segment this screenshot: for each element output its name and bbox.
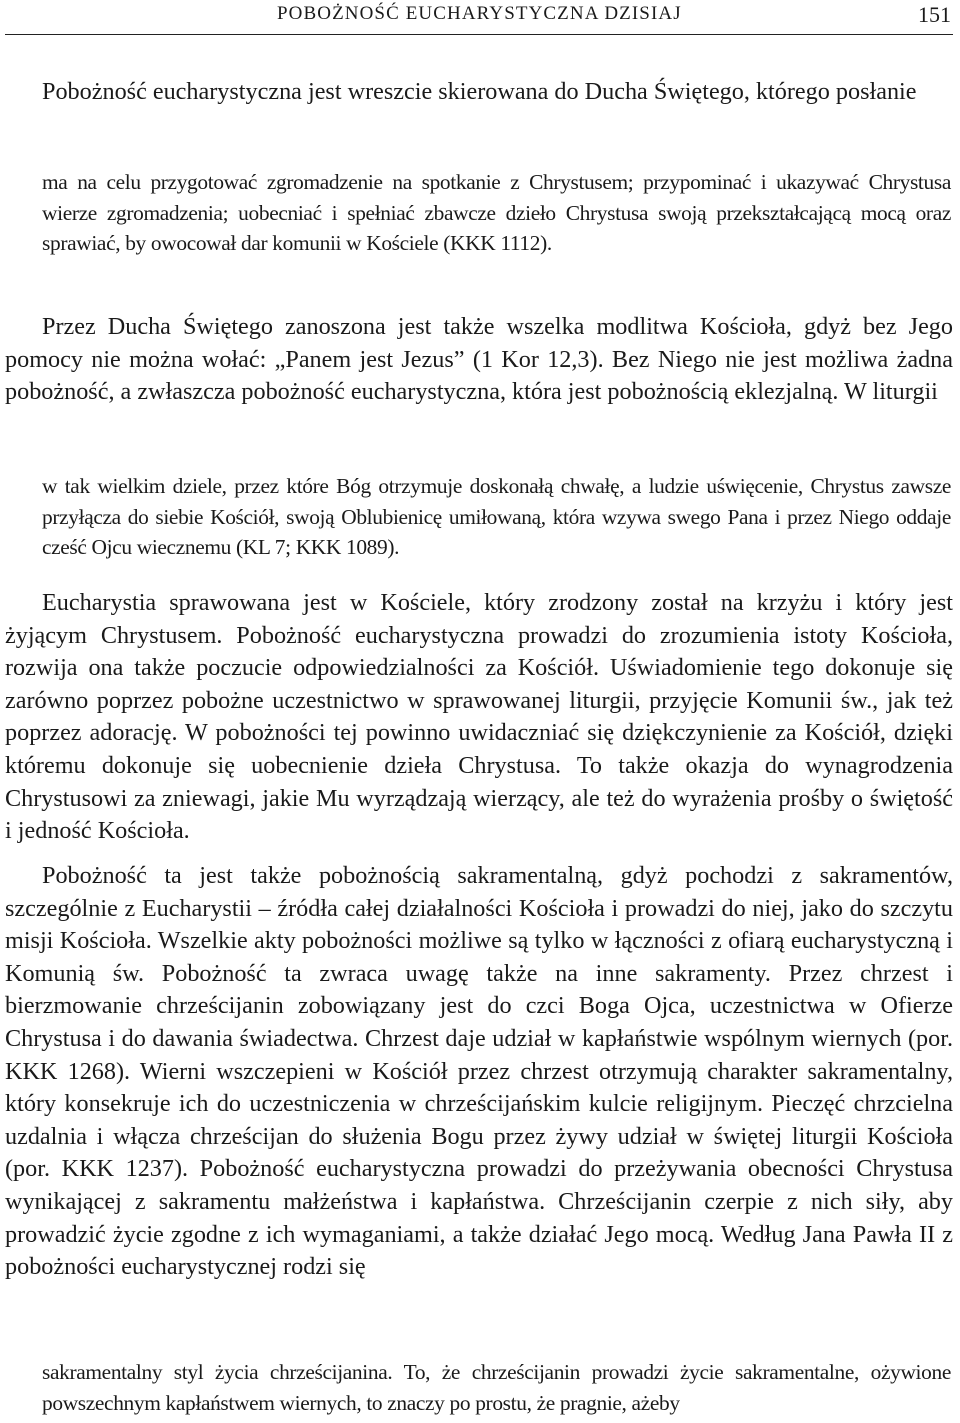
- running-title: POBOŻNOŚĆ EUCHARYSTYCZNA DZISIAJ: [277, 3, 682, 24]
- running-header: [5, 0, 953, 35]
- block-quote-3: sakramentalny styl życia chrześcijanina. To, że chrześcijanin prowadzi życie sakramentalne, ożywione powszechnym kapłaństwem wiernych, to znaczy po prostu, że pragnie, ażeby: [42, 1360, 951, 1415]
- block-quote-2: w tak wielkim dziele, przez które Bóg otrzymuje doskonałą chwałę, a ludzie uświęcenie, Chrystus zawsze przyłącza do siebie Kościół, swoją Oblubienicę umiłowaną, która wzywa swego Pana i przez Niego oddaje cześć Ojcu wiecznemu (KL 7; KKK 1089).: [42, 474, 951, 560]
- paragraph-3: Eucharystia sprawowana jest w Kościele, który zrodzony został na krzyżu i który jest żyjącym Chrystusem. Pobożność eucharystyczna prowadzi do zrozumienia istoty Kościoła, rozwija ona także poczucie odpowiedzialności za Kościół. Uświadomienie tego dokonuje się zarówno poprzez pobożne uczestnictwo w sprawowanej liturgii, przyjęcie Komunii św., jak też poprzez adorację. W pobożności tej powinno uwidaczniać się dziękczynienie za Kościół, dzięki któremu dokonuje się uobecnienie dzieła Chrystusa. To także okazja do wynagrodzenia Chrystusowi za zniewagi, jakie Mu wyrządzają wierzący, ale też do wyrażenia prośby o świętość i jedność Kościoła.: [5, 589, 953, 845]
- paragraph-1: Pobożność eucharystyczna jest wreszcie skierowana do Ducha Świętego, którego posłanie: [42, 78, 917, 105]
- page-number: 151: [918, 2, 951, 27]
- paragraph-4: Pobożność ta jest także pobożnością sakramentalną, gdyż pochodzi z sakramentów, szczególnie z Eucharystii – źródła całej działalności Kościoła i prowadzi do niej, jako do szczytu misji Kościoła. Wszelkie akty pobożności możliwe są tylko w łączności z ofiarą eucharystyczną i Komunią św. Pobożność ta zwraca uwagę także na inne sakramenty. Przez chrzest i bierzmowanie chrześcijanin zobowiązany jest do czci Boga Ojca, uczestnictwa w Ofierze Chrystusa i do dawania świadectwa. Chrzest daje udział w kapłaństwie wspólnym wiernych (por. KKK 1268). Wierni wszczepieni w Kościół przez chrzest otrzymują charakter sakramentalny, który konsekruje ich do uczestniczenia w chrześcijańskim kulcie religijnym. Pieczęć chrzcielna uzdalnia i włącza chrześcijan do służenia Bogu przez żywy udział w świętej liturgii Kościoła (por. KKK 1237). Pobożność eucharystyczna prowadzi do przeżywania obecności Chrystusa wynikającej z sakramentu małżeństwa i kapłaństwa. Chrześcijanin czerpie z nich siły, aby prowadzić życie zgodne z ich wymaganiami, a także działać Jego mocą. Według Jana Pawła II z pobożności eucharystycznej rodzi się: [5, 862, 953, 1281]
- paragraph-2: Przez Ducha Świętego zanoszona jest także wszelka modlitwa Kościoła, gdyż bez Jego pomocy nie można wołać: „Panem jest Jezus” (1 Kor 12,3). Bez Niego nie jest możliwa żadna pobożność, a zwłaszcza pobożność eucharystyczna, która jest pobożnością eklezjalną. W liturgii: [5, 313, 953, 406]
- block-quote-1: ma na celu przygotować zgromadzenie na spotkanie z Chrystusem; przypominać i ukazywać Chrystusa wierze zgromadzenia; uobecniać i spełniać zbawcze dzieło Chrystusa swoją przekształcającą mocą oraz sprawiać, by owocował dar komunii w Kościele (KKK 1112).: [42, 170, 951, 256]
